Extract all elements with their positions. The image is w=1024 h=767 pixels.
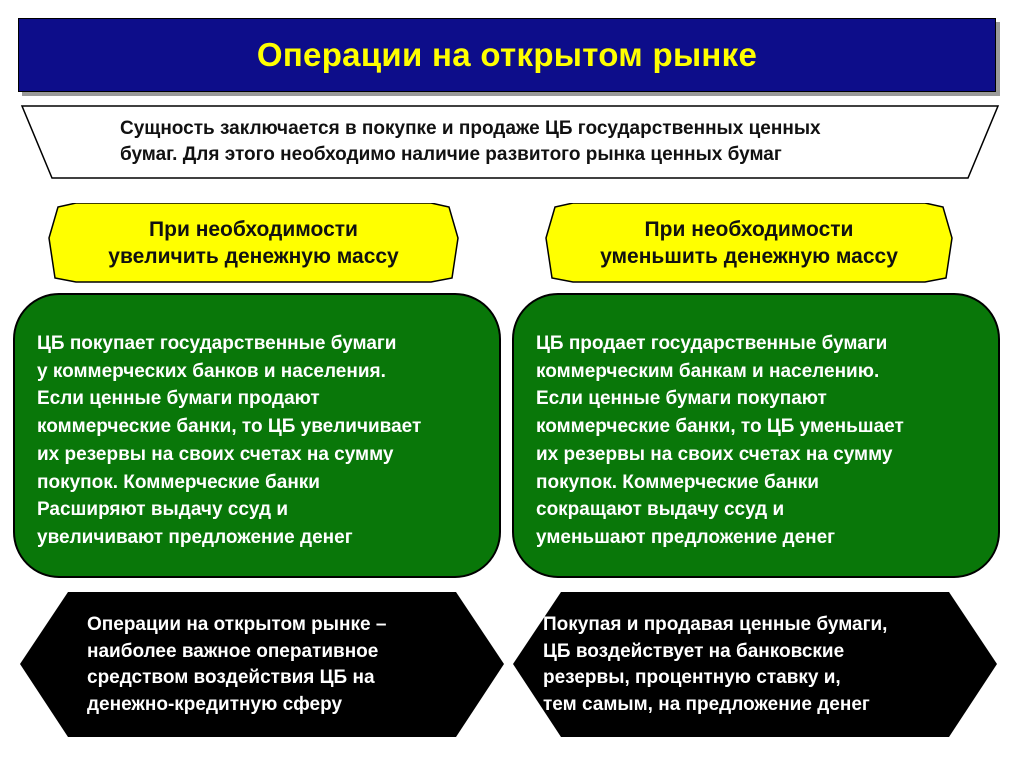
conclusion-right-text: Покупая и продавая ценные бумаги, ЦБ воздействует на банковские резервы, процентную ставку и, тем самым, на предложение денег <box>543 614 888 715</box>
action-increase-text: ЦБ покупает государственные бумаги у коммерческих банков и населения. Если ценные бумаги продают коммерческие банки, то ЦБ увеличивает их резервы на своих счетах на сумму покупок. Коммерческие банки Расширяют выдачу ссуд и увеличивают предложение денег <box>37 333 422 548</box>
action-decrease-text: ЦБ продает государственные бумаги коммерческим банкам и населению. Если ценные бумаги покупают коммерческие банки, то ЦБ уменьшает их резервы на своих счетах на сумму покупок. Коммерческие банки сокращают выдачу ссуд и уменьшают предложение денег <box>536 333 904 548</box>
title-banner <box>18 18 996 92</box>
condition-decrease <box>545 203 953 283</box>
condition-increase <box>48 203 459 283</box>
condition-decrease-text: При необходимости уменьшить денежную массу <box>600 218 898 268</box>
conclusion-right <box>513 592 997 737</box>
conclusion-left-text: Операции на открытом рынке – наиболее важное оперативное средством воздействия ЦБ на денежно-кредитную сферу <box>87 614 387 715</box>
condition-increase-text: При необходимости увеличить денежную массу <box>108 218 399 268</box>
conclusion-left <box>20 592 504 737</box>
action-increase-box <box>13 293 501 578</box>
essence-text: Сущность заключается в покупке и продаже ЦБ государственных ценных бумаг. Для этого необходимо наличие развитого рынка ценных бумаг <box>120 118 821 165</box>
action-decrease-box <box>512 293 1000 578</box>
page-title: Операции на открытом рынке <box>256 36 758 73</box>
